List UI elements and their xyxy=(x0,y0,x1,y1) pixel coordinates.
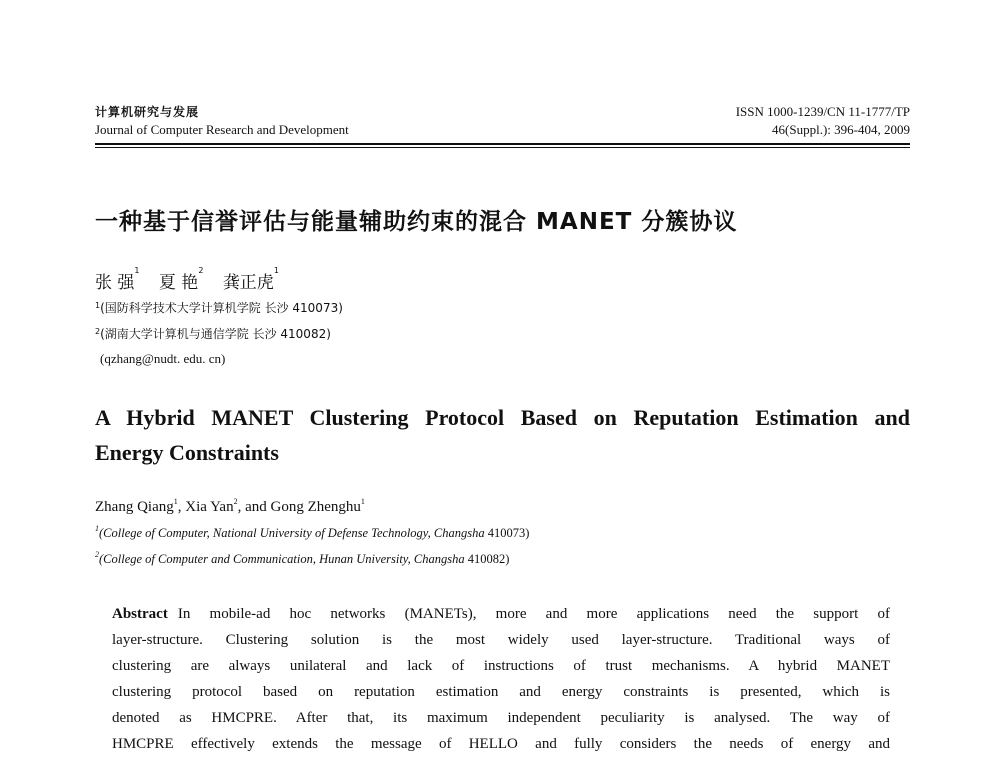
journal-name-en: Journal of Computer Research and Development xyxy=(95,122,349,137)
issue-info-block xyxy=(736,103,910,139)
header-rule-thin xyxy=(95,147,910,148)
abstract-line: denoted as HMCPRE. After that, its maximum independent peculiarity is analysed. The way of xyxy=(112,710,890,726)
author-en: Xia Yan$^2$, and xyxy=(185,497,271,515)
abstract-line: clustering are always unilateral and lack of instructions of trust mechanisms. A hybrid MANET xyxy=(112,658,890,674)
issn-line: ISSN 1000-1239/CN 11-1777/TP xyxy=(735,104,910,119)
author-cn: 夏 艳$^2$ xyxy=(158,266,204,293)
affiliation-cn-1: $^1$(国防科学技术大学计算机学院 长沙 410073) xyxy=(95,301,343,315)
author-en: Zhang Qiang$^1$, xyxy=(95,497,186,515)
affiliation-en-2: $^2$(College of Computer and Communication, Hunan University, Changsha 410082) xyxy=(95,550,510,566)
header-rule-thick xyxy=(95,143,910,145)
affiliation-en-1: $^1$(College of Computer, National University of Defense Technology, Changsha 410073) xyxy=(95,524,530,540)
authors-en xyxy=(95,499,365,516)
abstract-line: HMCPRE effectively extends the message of HELLO and fully considers the needs of energy and xyxy=(112,736,890,752)
title-cn: 一种基于信誉评估与能量辅助约束的混合 MANET 分簇协议 xyxy=(95,209,738,235)
journal-name-block xyxy=(95,103,349,139)
journal-name-cn: 计算机研究与发展 xyxy=(95,105,200,119)
author-en: Gong Zhenghu$^1$ xyxy=(270,497,365,515)
abstract-line: Abstract In mobile-ad hoc networks (MANETs), more and more applications need the support of xyxy=(112,606,890,622)
abstract-line: layer-structure. Clustering solution is the most widely used layer-structure. Traditional ways of xyxy=(112,632,890,648)
authors-cn xyxy=(95,268,293,293)
volume-pages: 46(Suppl.): 396-404, 2009 xyxy=(772,122,910,137)
abstract-line: clustering protocol based on reputation estimation and energy constraints is presented, which is xyxy=(112,684,890,700)
affiliation-cn-2: $^2$(湖南大学计算机与通信学院 长沙 410082) xyxy=(95,327,331,341)
running-header xyxy=(95,103,910,147)
title-en xyxy=(95,400,910,470)
author-cn: 张 强$^1$ xyxy=(95,266,140,293)
title-en-line-2: Energy Constraints xyxy=(95,440,279,465)
abstract-label: Abstract xyxy=(112,606,168,622)
abstract xyxy=(112,601,890,757)
author-cn: 龚正虎$^1$ xyxy=(222,266,279,293)
title-en-line-1: A Hybrid MANET Clustering Protocol Based on Reputation Estimation and xyxy=(95,405,910,430)
author-email: (qzhang@nudt. edu. cn) xyxy=(100,351,226,366)
